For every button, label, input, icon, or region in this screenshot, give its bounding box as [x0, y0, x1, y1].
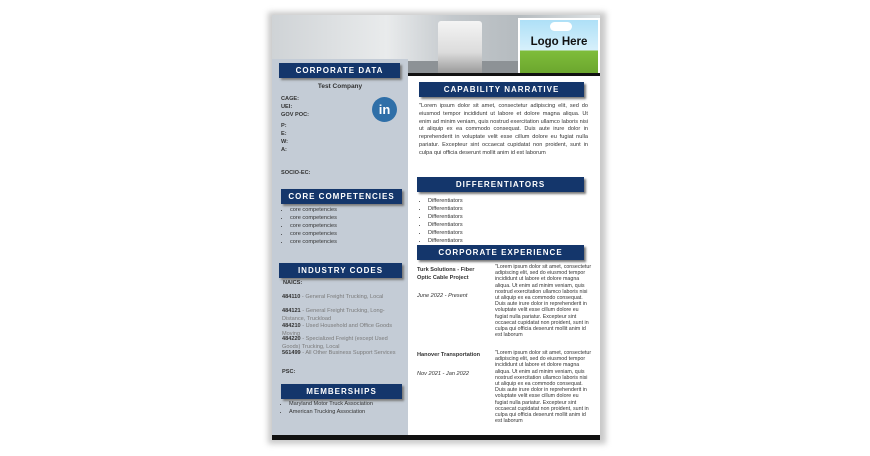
capability-narrative-text: "Lorem ipsum dolor sit amet, consectetur adipiscing elit, sed do eiusmod tempor incididunt ut labore et dolore magna aliqua. Ut enim ad minim veniam, quis nostrud exercitation ullamco laboris nisi ut aliquip ex ea commodo consequat. Duis aute irure dolor in reprehenderit in voluptate velit esse cillum dolore eu fugiat nulla pariatur. Excepteur sint occaecat cupidatat non proident, sunt in culpa qui officia deserunt mollit anim id est laborum	[419, 103, 588, 156]
uei-label: UEI:	[281, 104, 293, 110]
email-label: E:	[281, 131, 287, 137]
list-item: • core competencies	[290, 231, 337, 239]
experience-description: "Lorem ipsum dolor sit amet, consectetur adipiscing elit, sed do eiusmod tempor incididunt ut labore et dolore magna aliqua. Ut enim ad minim veniam, quis nostrud exercitation ullamco laboris nisi ut aliquip ex ea commodo consequat. Duis aute irure dolor in reprehenderit in voluptate velit esse cillum dolore eu fugiat nulla pariatur. Excepteur sint occaecat cupidatat non proident, sunt in culpa qui officia deserunt mollit anim id est laborum	[495, 350, 592, 425]
address-label: A:	[281, 147, 287, 153]
gov-poc-label: GOV POC:	[281, 112, 309, 118]
naics-code: 484110	[282, 294, 301, 300]
experience-title: Hanover Transportation	[417, 352, 481, 358]
naics-code-entry	[282, 294, 406, 302]
list-item: • core competencies	[290, 223, 337, 231]
core-competencies-list	[281, 207, 337, 247]
list-item: • Differentiators	[428, 214, 463, 222]
memberships-list	[280, 401, 373, 417]
corporate-experience-header: CORPORATE EXPERIENCE	[417, 245, 584, 260]
naics-code: 484220	[282, 336, 301, 342]
logo-placeholder	[518, 18, 600, 77]
capability-statement-page	[272, 15, 600, 440]
company-name: Test Company	[317, 83, 363, 90]
linkedin-icon[interactable]: in	[372, 97, 397, 122]
website-label: W:	[281, 139, 289, 145]
phone-label: P:	[281, 123, 287, 129]
industry-codes-header: INDUSTRY CODES	[279, 263, 402, 278]
cage-label: CAGE:	[281, 96, 300, 102]
footer-divider	[272, 435, 600, 440]
naics-code-entry	[282, 350, 406, 358]
list-item: • core competencies	[290, 215, 337, 223]
naics-code: 484121	[282, 308, 301, 314]
list-item: • core competencies	[290, 239, 337, 247]
naics-description: - General Freight Trucking, Long-Distance, Truckload	[282, 308, 385, 322]
naics-code-entry	[282, 308, 406, 324]
experience-description: "Lorem ipsum dolor sit amet, consectetur adipiscing elit, sed do eiusmod tempor incididunt ut labore et dolore magna aliqua. Ut enim ad minim veniam, quis nostrud exercitation ullamco laboris nisi ut aliquip ex ea commodo consequat. Duis aute irure dolor in reprehenderit in voluptate velit esse cillum dolore eu fugiat nulla pariatur. Excepteur sint occaecat cupidatat non proident, sunt in culpa qui officia deserunt mollit anim id est laborum	[495, 264, 592, 339]
naics-description: - All Other Business Support Services	[300, 350, 396, 356]
list-item: • Differentiators	[428, 222, 463, 230]
experience-title: Turk Solutions - Fiber Optic Cable Project	[417, 267, 475, 281]
differentiators-header: DIFFERENTIATORS	[417, 177, 584, 192]
list-item: • Differentiators	[428, 238, 463, 246]
naics-description: - General Freight Trucking, Local	[300, 294, 384, 300]
naics-label: NAICS:	[283, 280, 303, 286]
memberships-header: MEMBERSHIPS	[281, 384, 402, 399]
list-item: • Maryland Motor Truck Association	[289, 401, 373, 409]
naics-code: 561499	[282, 350, 301, 356]
core-competencies-header: CORE COMPETENCIES	[281, 189, 402, 204]
psc-label: PSC:	[282, 369, 296, 375]
differentiators-list	[419, 198, 463, 245]
naics-description: - Specialized Freight (except Used Goods) Trucking, Local	[282, 336, 388, 350]
list-item: • Differentiators	[428, 206, 463, 214]
list-item: • American Trucking Association	[289, 409, 373, 417]
corporate-data-header: CORPORATE DATA	[279, 63, 400, 78]
list-item: • Differentiators	[428, 230, 463, 238]
logo-text: Logo Here	[530, 36, 588, 48]
socio-economic-label: SOCIO-EC:	[281, 170, 311, 176]
list-item: • core competencies	[290, 207, 337, 215]
truck-graphic	[438, 21, 482, 73]
capability-narrative-header: CAPABILITY NARRATIVE	[419, 82, 584, 97]
list-item: • Differentiators	[428, 198, 463, 206]
experience-dates: Nov 2021 - Jan 2022	[417, 371, 469, 377]
naics-description: - Used Household and Office Goods Moving	[282, 323, 392, 337]
naics-code: 484210	[282, 323, 301, 329]
right-column	[408, 76, 600, 435]
experience-dates: June 2022 - Present	[417, 293, 468, 299]
cloud-graphic	[550, 22, 572, 31]
